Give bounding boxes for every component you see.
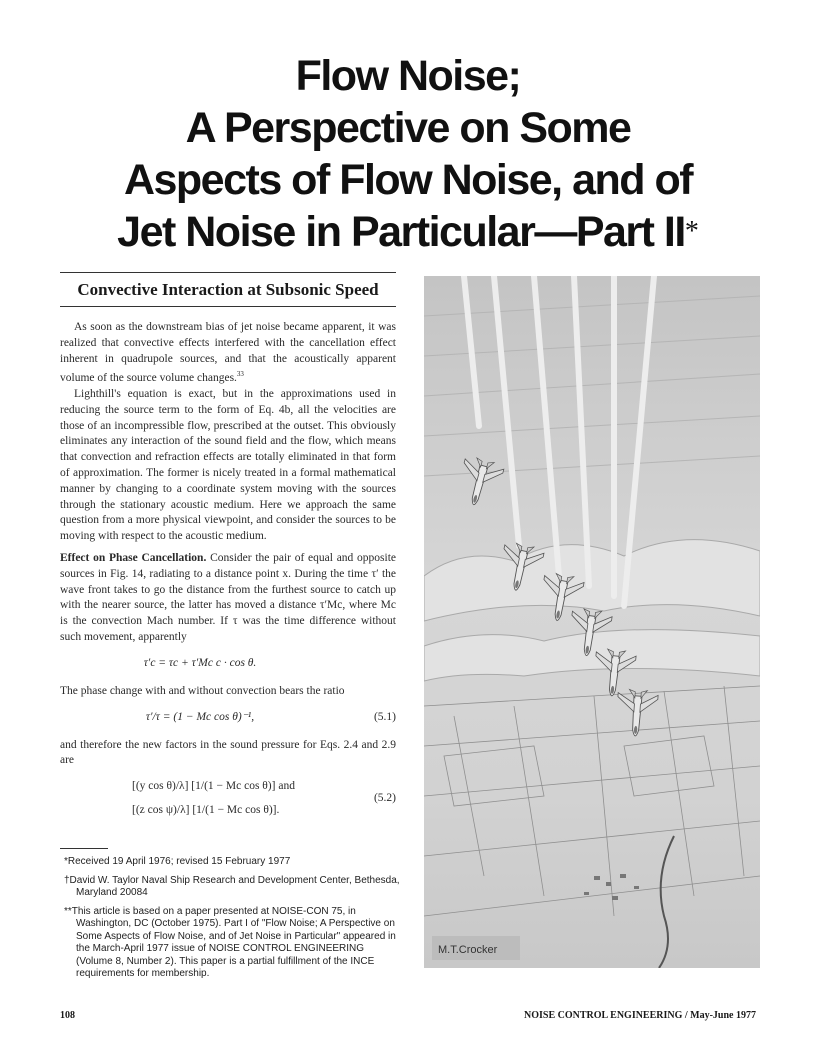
footnote-rule	[60, 848, 108, 849]
equation-5-2-number: (5.2)	[373, 792, 396, 805]
article-title	[40, 50, 776, 258]
footnote-affiliation: †David W. Taylor Naval Ship Research and Development Center, Bethesda, Maryland 20084	[64, 874, 400, 898]
paragraph-3	[60, 551, 396, 646]
section-heading: Convective Interaction at Subsonic Speed	[77, 280, 379, 299]
title-footnote-mark: *	[684, 216, 699, 247]
equation-5-2	[60, 779, 396, 823]
paragraph-5: and therefore the new factors in the sound pressure for Eqs. 2.4 and 2.9 are	[60, 738, 396, 767]
title-line-4	[40, 206, 776, 258]
sketch-drawing	[424, 276, 760, 968]
body-column	[60, 320, 396, 835]
equation-phase-expr: τ′c = τc + τ′Mc c · cos θ.	[143, 656, 257, 669]
section-top-rule	[60, 272, 396, 273]
title-line-3: Aspects of Flow Noise, and of	[123, 156, 693, 204]
equation-5-2-line-2: [(z cos ψ)/λ] [1/(1 − Mc cos θ)].	[132, 804, 280, 817]
jet-aircraft-sketch	[424, 276, 760, 968]
paragraph-4: The phase change with and without convection bears the ratio	[60, 684, 345, 697]
reference-33: 33	[236, 370, 244, 379]
title-line-1: Flow Noise;	[295, 52, 521, 100]
footnote-received: *Received 19 April 1976; revised 15 February 1977	[64, 856, 291, 867]
artist-signature: M.T.Crocker	[438, 944, 498, 956]
title-line-4-text: Jet Noise in Particular—Part II	[117, 208, 685, 256]
section-bottom-rule	[60, 306, 396, 307]
title-line-2: A Perspective on Some	[185, 104, 631, 152]
page-number: 108	[60, 1010, 75, 1021]
equation-5-1-number: (5.1)	[373, 710, 396, 723]
equation-phase	[60, 656, 396, 674]
journal-footer: NOISE CONTROL ENGINEERING / May-June 1977	[524, 1010, 756, 1021]
paragraph-3-text: Consider the pair of equal and opposite sources in Fig. 14, radiating to a distance point x. During the time τ′ the wave front takes to go the distance from the furthest source to catch up with the nearer source, the latter has moved a distance τ′Mc, where Mc is the convection Mach number. If τ was the time difference without such movement, apparently	[60, 551, 397, 643]
equation-5-2-line-1: [(y cos θ)/λ] [1/(1 − Mc cos θ)] and	[132, 780, 295, 793]
paragraph-1-text: As soon as the downstream bias of jet noise became apparent, it was realized that convective effects interfered with the cancellation effect inherent in quadrupole sources, and that the acoustically apparent volume of the source volume changes.	[60, 321, 396, 385]
footnote-paper-note: **This article is based on a paper presented at NOISE-CON 75, in Washington, DC (October 1975). Part I of "Flow Noise; A Perspective on Some Aspects of Flow Noise, and of Jet Noise in Particular" appeared in the March-April 1977 issue of NOISE CONTROL ENGINEERING (Volume 8, Number 2). This paper is a partial fulfillment of the INCE requirements for membership.	[64, 905, 396, 979]
equation-5-1	[60, 710, 396, 728]
runin-heading: Effect on Phase Cancellation.	[60, 551, 207, 564]
equation-5-1-expr: τ′/τ = (1 − Mc cos θ)⁻¹,	[145, 710, 255, 723]
paragraph-1	[60, 320, 396, 387]
footnotes	[64, 856, 400, 987]
paragraph-2: Lighthill's equation is exact, but in the approximations used in reducing the source term to the form of Eq. 4b, all the velocities are those of an incompressible flow, prescribed at the outset. This obviously eliminates any interaction of the sound field and the flow, which means that convection and refraction effects are totally eliminated in that form of approximation. The former is nicely treated in a formal mathematical manner by changing to a coordinate system moving with the sources through the stationary acoustic medium. Here we approach the same question from a more physical viewpoint, and consider the sources to be moving with respect to the acoustic medium.	[60, 388, 396, 543]
